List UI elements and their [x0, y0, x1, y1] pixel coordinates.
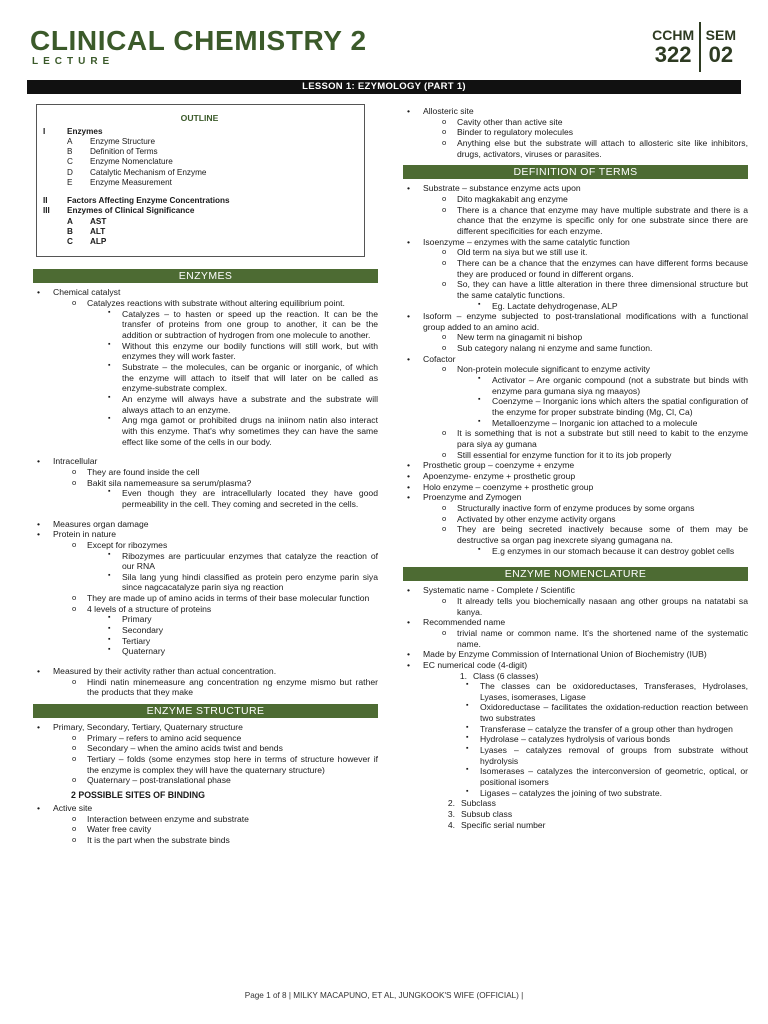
square-bullet-icon: ▪: [466, 787, 469, 795]
list-item: • Protein in nature o Except for ribozymes ▪ Ribozymes are particuular enzymes that catalyze the reaction of our RNA ▪ Sila lang yung hindi classified as protein pero enzyme parin siya since nagcacatalyze parin siya ng reaction o They are made up of amino acids in terms of their base molecular function o 4 levels of a structure of proteins ▪ Primary ▪ Secondary ▪ Tertiary ▪ Quaternary: [37, 529, 378, 657]
list-item: • Recommended name o trivial name or common name. It's the shortened name of the systematic name.: [407, 617, 748, 649]
bullet-icon: •: [407, 617, 411, 628]
numbered-item: 2. Subclass: [447, 798, 496, 809]
list-item: o Anything else but the substrate will attach to allosteric site like inhibitors, drugs, activators, viruses or parasites.: [442, 137, 748, 159]
bullet-icon: •: [407, 492, 411, 503]
list-item: o Tertiary – folds (some enzymes stop here in terms of structure however if the enzyme is complex they will have the quaternary structure): [72, 754, 378, 775]
list-item: o Cavity other than active site: [442, 116, 563, 127]
circle-bullet-icon: o: [72, 834, 77, 844]
outline-item-label: Enzyme Structure: [90, 136, 156, 146]
list-item: ▪ Primary: [108, 614, 152, 625]
list-item: • Measured by their activity rather than actual concentration. o Hindi natin minemeasure ang concentration ng enzyme mismo but rather the products that they make: [37, 666, 378, 698]
square-bullet-icon: ▪: [466, 745, 469, 753]
list-item: o Bakit sila namemeasure sa serum/plasma? ▪ Even though they are intracellularly located they have good permeability in the cell. They coming and secreted in the cells.: [72, 477, 378, 509]
section-header-enzyme-nomenclature: ENZYME NOMENCLATURE: [403, 567, 748, 581]
outline-item-number: A: [67, 216, 73, 226]
bullet-icon: •: [407, 585, 411, 596]
list-item: • Isoform – enzyme subjected to post-translational modifications with a functional group added to an amino acid. o New term na ginagamit ni bishop o Sub category nalang ni enzyme and same function.: [407, 311, 748, 354]
circle-bullet-icon: o: [72, 593, 77, 603]
circle-bullet-icon: o: [442, 502, 447, 512]
circle-bullet-icon: o: [72, 732, 77, 742]
outline-item: [43, 168, 356, 178]
list-item: o Secondary – when the amino acids twist and bends: [72, 743, 283, 754]
list-item: ▪ Activator – Are organic compound (not a substrate but binds with enzyme para gumana siya ng maayos): [478, 375, 748, 396]
square-bullet-icon: ▪: [478, 545, 481, 553]
protein-list: [33, 519, 378, 658]
circle-bullet-icon: o: [442, 524, 447, 534]
list-item: o Catalyzes reactions with substrate without altering equilibrium point. ▪ Catalyzes – to hasten or speed up the reaction. It can be the transfer of proteins from one group to another, it can be the addition or subtraction of hydrogen from one molecule to another. ▪ Without this enzyme our bodily functions will still work, but with enzymes they will work faster. ▪ Substrate – the molecules, can be organic or inorganic, of which the enzyme will attach to itself that will later on be called as enzyme-substrate complex. ▪ An enzyme will always have a substrate and the substrate will always attach to an enzyme. ▪ Ang mga gamot or prohibited drugs na iniinom natin also interact with this enzyme. That's why sometimes they can have the same effect like some of the cells in our body.: [72, 298, 378, 447]
list-item: • Isoenzyme – enzymes with the same catalytic function o Old term na siya but we still use it. o There can be a chance that the enzymes can have different forms because they are produced or found in different organs. o So, they can have a little alteration in there three dimensional structure but the same catalytic functions. ▪ Eg. Lactate dehydrogenase, ALP: [407, 236, 748, 311]
circle-bullet-icon: o: [442, 116, 447, 126]
circle-bullet-icon: o: [72, 603, 77, 613]
list-item: ▪ Metalloenzyme – Inorganic ion attached to a molecule: [478, 417, 698, 428]
circle-bullet-icon: o: [442, 193, 447, 203]
circle-bullet-icon: o: [442, 364, 447, 374]
list-item: ▪ Hydrolase – catalyzes hydrolysis of various bonds: [466, 734, 671, 745]
circle-bullet-icon: o: [72, 676, 77, 686]
list-item: • Primary, Secondary, Tertiary, Quaternary structure o Primary – refers to amino acid sequence o Secondary – when the amino acids twist and bends o Tertiary – folds (some enzymes stop here in terms of structure however if the enzyme is complex they will have the quaternary structure) o Quaternary – post-translational phase: [37, 722, 378, 786]
circle-bullet-icon: o: [442, 332, 447, 342]
square-bullet-icon: ▪: [108, 488, 111, 496]
structure-list: [33, 722, 378, 786]
outline-item-number: B: [67, 147, 73, 157]
list-item: • Active site o Interaction between enzyme and substrate o Water free cavity o It is the part when the substrate binds: [33, 803, 378, 846]
circle-bullet-icon: o: [72, 466, 77, 476]
square-bullet-icon: ▪: [108, 571, 111, 579]
list-item: • Substrate – substance enzyme acts upon o Dito magkakabit ang enzyme o There is a chance that enzyme may have multiple substrate and there is a chance that the enzyme is specific only for one substrate since there are different specificities for each enzyme.: [407, 183, 748, 236]
list-item: o Structurally inactive form of enzyme produces by some organs: [442, 502, 695, 513]
list-item: o Still essential for enzyme function for it to its job properly: [442, 449, 672, 460]
numbered-item: 1. Class (6 classes) ▪ The classes can be oxidoreductases, Transferases, Hydrolases, Lyases, isomerases, Ligase ▪ Oxidoreductase – facilitates the oxidation-reduction reaction between two substrates ▪ Transferase – catalyze the transfer of a group other than hydrogen ▪ Hydrolase – catalyzes hydrolysis of various bonds ▪ Lyases – catalyzes removal of groups from substrate without hydrolysis ▪ Isomerases – catalyzes the interconversion of geometric, optical, or positional isomers ▪ Ligases – catalyzes the joining of two substrate.: [459, 670, 748, 798]
outline-item: [43, 217, 356, 227]
terms-list: [403, 183, 748, 556]
square-bullet-icon: ▪: [466, 766, 469, 774]
circle-bullet-icon: o: [442, 627, 447, 637]
list-item: • Systematic name - Complete / Scientific o It already tells you biochemically nasaan ang other groups na natatabi sa kanya.: [407, 585, 748, 617]
circle-bullet-icon: o: [442, 595, 447, 605]
course-code-top: CCHM: [652, 27, 695, 43]
list-item: o It is the part when the substrate binds: [72, 834, 230, 845]
outline-item: [43, 206, 356, 216]
list-item: ▪ E.g enzymes in our stomach because it can destroy goblet cells: [478, 545, 735, 556]
list-item: • Apoenzyme- enzyme + prosthetic group: [407, 471, 576, 481]
list-item: • Allosteric site o Cavity other than active site o Binder to regulatory molecules o Anything else but the substrate will attach to allosteric site like inhibitors, drugs, activators, viruses or parasites.: [407, 106, 748, 159]
semester-label: SEM: [705, 27, 736, 43]
bullet-icon: •: [37, 802, 41, 813]
lesson-title-bar: LESSON 1: EZYMOLOGY (PART 1): [27, 80, 741, 94]
section-header-definition-of-terms: DEFINITION OF TERMS: [403, 165, 748, 179]
list-item: o trivial name or common name. It's the shortened name of the systematic name.: [442, 627, 748, 649]
list-item: o New term na ginagamit ni bishop: [442, 332, 583, 343]
circle-bullet-icon: o: [72, 743, 77, 753]
square-bullet-icon: ▪: [466, 723, 469, 731]
outline-item-number: I: [43, 126, 46, 136]
outline-item-number: E: [67, 177, 73, 187]
course-code-box: [648, 22, 740, 72]
circle-bullet-icon: o: [442, 247, 447, 257]
list-item: o So, they can have a little alteration in there three dimensional structure but the same catalytic functions. ▪ Eg. Lactate dehydrogenase, ALP: [442, 279, 748, 311]
list-item: o Water free cavity: [72, 824, 152, 835]
list-item: o 4 levels of a structure of proteins ▪ Primary ▪ Secondary ▪ Tertiary ▪ Quaternary: [69, 604, 378, 657]
numbered-item: 3. Subsub class: [447, 809, 513, 820]
list-item: ▪ Ligases – catalyzes the joining of two substrate.: [466, 787, 663, 798]
list-item: ▪ Lyases – catalyzes removal of groups from substrate without hydrolysis: [466, 745, 748, 766]
outline-item: [43, 178, 356, 188]
outline-item-label: Enzymes: [67, 126, 103, 136]
outline-item: [43, 137, 356, 147]
circle-bullet-icon: o: [442, 257, 447, 267]
square-bullet-icon: ▪: [466, 681, 469, 689]
list-item: o They are being secreted inactively because some of them may be destructive sa organ pag inexcrete siyang gumagana na. ▪ E.g enzymes in our stomach because it can destroy goblet cells: [442, 524, 748, 556]
list-item: ▪ Coenzyme – Inorganic ions which alters the spatial configuration of the enzyme for proper substrate binding (Mg, Cl, Ca): [478, 396, 748, 418]
outline-box: [36, 104, 365, 257]
outline-item-number: C: [67, 237, 73, 247]
list-item: o Non-protein molecule significant to enzyme activity ▪ Activator – Are organic compound (not a substrate but binds with enzyme para gumana siya ng maayos) ▪ Coenzyme – Inorganic ions which alters the spatial configuration of the enzyme for proper substrate binding (Mg, Cl, Ca) ▪ Metalloenzyme – Inorganic ion attached to a molecule: [442, 364, 748, 428]
circle-bullet-icon: o: [72, 813, 77, 823]
course-code: [648, 22, 698, 72]
list-item: ▪ Even though they are intracellularly located they have good permeability in the cell. They coming and secreted in the cells.: [108, 488, 378, 509]
outline-item-number: B: [67, 226, 73, 236]
list-item: ▪ Sila lang yung hindi classified as protein pero enzyme parin siya since nagcacatalyze parin siya ng reaction: [108, 571, 378, 593]
list-item: o Dito magkakabit ang enzyme: [442, 193, 568, 204]
list-item: o Quaternary – post-translational phase: [72, 775, 231, 786]
list-item: • Holo enzyme – coenzyme + prosthetic group: [407, 481, 594, 492]
list-item: o Interaction between enzyme and substrate: [72, 813, 249, 824]
outline-item-label: Factors Affecting Enzyme Concentrations: [67, 196, 230, 206]
outline-item-label: Enzyme Nomenclature: [90, 157, 173, 167]
section-header-enzyme-structure: ENZYME STRUCTURE: [33, 704, 378, 718]
list-item: ▪ Secondary: [108, 625, 164, 636]
outline-list: [43, 127, 356, 248]
square-bullet-icon: ▪: [478, 396, 481, 404]
outline-item: [43, 147, 356, 157]
list-item: ▪ Substrate – the molecules, can be organic or inorganic, of which the enzyme will attach to itself that will later on be called as enzyme-substrate complex.: [108, 362, 378, 394]
list-item: o Primary – refers to amino acid sequence: [72, 732, 242, 743]
circle-bullet-icon: o: [72, 775, 77, 785]
bullet-icon: •: [407, 471, 411, 481]
measured-list: [33, 666, 378, 698]
list-item: ▪ Isomerases – catalyzes the interconversion of geometric, optical, or positional isomers: [466, 766, 748, 788]
outline-item-label: ALP: [90, 237, 107, 247]
square-bullet-icon: ▪: [108, 308, 111, 316]
bullet-icon: •: [407, 236, 411, 247]
left-column: [33, 104, 378, 846]
bullet-icon: •: [407, 311, 411, 322]
list-item: • Prosthetic group – coenzyme + enzyme: [407, 460, 575, 471]
list-item: ▪ Catalyzes – to hasten or speed up the reaction. It can be the transfer of proteins from one group to another, it can be the addition or subtraction of hydrogen from one molecule to another.: [108, 308, 378, 341]
outline-item-number: III: [43, 206, 50, 216]
list-item: o It already tells you biochemically nasaan ang other groups na natatabi sa kanya.: [442, 595, 748, 617]
circle-bullet-icon: o: [72, 477, 77, 487]
square-bullet-icon: ▪: [478, 375, 481, 383]
list-item: o Except for ribozymes ▪ Ribozymes are particuular enzymes that catalyze the reaction of our RNA ▪ Sila lang yung hindi classified as protein pero enzyme parin siya since nagcacatalyze parin siya ng reaction: [72, 539, 378, 593]
square-bullet-icon: ▪: [108, 550, 111, 558]
square-bullet-icon: ▪: [478, 300, 481, 308]
outline-item-number: A: [67, 136, 73, 146]
enzymes-list: [33, 287, 378, 447]
list-item: o They are found inside the cell: [72, 466, 200, 477]
right-column: [403, 106, 748, 830]
square-bullet-icon: ▪: [466, 734, 469, 742]
section-header-enzymes: ENZYMES: [33, 269, 378, 283]
circle-bullet-icon: o: [442, 449, 447, 459]
allosteric-list: [403, 106, 748, 159]
square-bullet-icon: ▪: [108, 415, 111, 423]
circle-bullet-icon: o: [72, 824, 77, 834]
outline-item-label: AST: [90, 216, 107, 226]
list-item: o Sub category nalang ni enzyme and same function.: [442, 343, 653, 354]
bullet-icon: •: [407, 649, 411, 660]
outline-item-label: Definition of Terms: [90, 147, 158, 157]
intracellular-list: [33, 456, 378, 509]
course-code-number: 322: [654, 42, 692, 67]
circle-bullet-icon: o: [72, 754, 77, 763]
outline-item-label: ALT: [90, 226, 106, 236]
square-bullet-icon: ▪: [108, 362, 111, 369]
list-item: o Old term na siya but we still use it.: [442, 247, 588, 258]
list-item: ▪ Eg. Lactate dehydrogenase, ALP: [478, 300, 618, 311]
page-footer: Page 1 of 8 | MILKY MACAPUNO, ET AL, JUNGKOOK'S WIFE (OFFICIAL) |: [244, 991, 524, 1000]
semester-number: 02: [708, 42, 734, 67]
square-bullet-icon: ▪: [108, 614, 111, 622]
active-site-list: [33, 803, 378, 846]
list-item: ▪ Without this enzyme our bodily functions will still work, but with enzymes they will work faster.: [108, 340, 378, 362]
list-item: • Cofactor o Non-protein molecule significant to enzyme activity ▪ Activator – Are organic compound (not a substrate but binds with enzyme para gumana siya ng maayos) ▪ Coenzyme – Inorganic ions which alters the spatial configuration of the enzyme for proper substrate binding (Mg, Cl, Ca) ▪ Metalloenzyme – Inorganic ion attached to a molecule o It is something that is not a substrate but still need to kabit to the enzyme para siya ay gumana o Still essential for enzyme function for it to its job properly: [407, 353, 748, 460]
circle-bullet-icon: o: [72, 298, 77, 308]
circle-bullet-icon: o: [72, 539, 77, 549]
outline-item-label: Enzyme Measurement: [90, 177, 172, 187]
circle-bullet-icon: o: [442, 127, 447, 137]
bullet-icon: •: [407, 659, 411, 670]
list-item: • Proenzyme and Zymogen o Structurally inactive form of enzyme produces by some organs o Activated by other enzyme activity organs o They are being secreted inactively because some of them may be destructive sa organ pag inexcrete siyang gumagana na. ▪ E.g enzymes in our stomach because it can destroy goblet cells: [407, 492, 748, 556]
outline-item-label: Catalytic Mechanism of Enzyme: [90, 167, 207, 177]
list-item: ▪ Ang mga gamot or prohibited drugs na iniinom natin also interact with this enzyme. That's why sometimes they can have the same effect like some of the cells in our body.: [108, 415, 378, 447]
list-item: • Measures organ damage: [37, 518, 149, 529]
list-item: • Intracellular o They are found inside the cell o Bakit sila namemeasure sa serum/plasma? ▪ Even though they are intracellularly located they have good permeability in the cell. They coming and secreted in the cells.: [37, 456, 378, 509]
code-divider: [699, 22, 701, 72]
list-item: ▪ Quaternary: [108, 646, 165, 657]
outline-item: [43, 227, 356, 237]
bullet-icon: •: [407, 183, 411, 194]
circle-bullet-icon: o: [442, 428, 447, 438]
list-item: o Activated by other enzyme activity organs: [442, 513, 616, 524]
square-bullet-icon: ▪: [466, 702, 469, 710]
outline-item: [43, 237, 356, 247]
list-item: • Made by Enzyme Commission of International Union of Biochemistry (IUB): [407, 649, 707, 660]
outline-item: [43, 196, 356, 206]
circle-bullet-icon: o: [442, 204, 447, 214]
outline-item: [43, 127, 356, 137]
document-subtitle: LECTURE: [32, 56, 115, 67]
list-item: o Hindi natin minemeasure ang concentration ng enzyme mismo but rather the products that they make: [72, 676, 378, 698]
bullet-icon: •: [407, 481, 411, 492]
bullet-icon: •: [37, 529, 41, 540]
outline-item: [43, 157, 356, 167]
bullet-icon: •: [407, 460, 411, 471]
document-title: CLINICAL CHEMISTRY 2: [30, 25, 367, 56]
semester-code: [702, 22, 740, 72]
page-header: [30, 22, 742, 74]
numbered-item: 4. Specific serial number: [447, 819, 546, 830]
outline-item-number: D: [67, 167, 73, 177]
list-item: o Binder to regulatory molecules: [442, 127, 574, 138]
circle-bullet-icon: o: [442, 279, 447, 289]
circle-bullet-icon: o: [442, 137, 447, 147]
square-bullet-icon: ▪: [108, 635, 111, 643]
outline-title: OUTLINE: [180, 113, 219, 123]
bullet-icon: •: [37, 722, 41, 733]
bullet-icon: •: [37, 456, 41, 467]
bullet-icon: •: [407, 353, 411, 364]
bullet-icon: •: [37, 666, 41, 677]
square-bullet-icon: ▪: [108, 646, 111, 654]
bullet-icon: •: [37, 518, 41, 529]
list-item: ▪ Ribozymes are particuular enzymes that catalyze the reaction of our RNA: [108, 550, 378, 572]
outline-item-label: Enzymes of Clinical Significance: [67, 206, 195, 216]
list-item: o It is something that is not a substrate but still need to kabit to the enzyme para siya ay gumana: [442, 428, 748, 450]
bullet-icon: •: [407, 106, 411, 116]
square-bullet-icon: ▪: [108, 393, 111, 401]
nomenclature-list: [403, 585, 748, 830]
square-bullet-icon: ▪: [108, 340, 111, 348]
circle-bullet-icon: o: [442, 513, 447, 523]
list-item: ▪ Tertiary: [108, 635, 151, 646]
list-item: o They are made up of amino acids in terms of their base molecular function: [72, 593, 370, 604]
bullet-icon: •: [37, 287, 41, 298]
outline-item-number: C: [67, 157, 73, 167]
outline-item-number: II: [43, 196, 48, 206]
list-item: • Chemical catalyst o Catalyzes reactions with substrate without altering equilibrium point. ▪ Catalyzes – to hasten or speed up the reaction. It can be the transfer of proteins from one group to another, it can be the addition or subtraction of hydrogen from one molecule to another. ▪ Without this enzyme our bodily functions will still work, but with enzymes they will work faster. ▪ Substrate – the molecules, can be organic or inorganic, of which the enzyme will attach to itself that will later on be called as enzyme-substrate complex. ▪ An enzyme will always have a substrate and the substrate will always attach to an enzyme. ▪ Ang mga gamot or prohibited drugs na iniinom natin also interact with this enzyme. That's why sometimes they can have the same effect like some of the cells in our body.: [37, 287, 378, 447]
list-item: ▪ Transferase – catalyze the transfer of a group other than hydrogen: [466, 723, 733, 734]
square-bullet-icon: ▪: [478, 417, 481, 425]
binding-sites-heading: 2 POSSIBLE SITES OF BINDING: [71, 789, 205, 800]
square-bullet-icon: ▪: [108, 625, 111, 633]
list-item: o There is a chance that enzyme may have multiple substrate and there is a chance that the enzyme is specific only for one substrate since there are different specificities for each enzyme.: [442, 204, 748, 236]
list-item: o There can be a chance that the enzymes can have different forms because they are produced or found in different organs.: [442, 257, 748, 279]
list-item: ▪ The classes can be oxidoreductases, Transferases, Hydrolases, Lyases, isomerases, Ligase: [466, 681, 748, 702]
list-item: ▪ Oxidoreductase – facilitates the oxidation-reduction reaction between two substrates: [466, 702, 748, 724]
list-item: ▪ An enzyme will always have a substrate and the substrate will always attach to an enzyme.: [108, 393, 378, 415]
list-item: • EC numerical code (4-digit) 1. Class (6 classes) ▪ The classes can be oxidoreductases, Transferases, Hydrolases, Lyases, isomerases, Ligase ▪ Oxidoreductase – facilitates the oxidation-reduction reaction between two substrates ▪ Transferase – catalyze the transfer of a group other than hydrogen ▪ Hydrolase – catalyzes hydrolysis of various bonds ▪ Lyases – catalyzes removal of groups from substrate without hydrolysis ▪ Isomerases – catalyzes the interconversion of geometric, optical, or positional isomers ▪ Ligases – catalyzes the joining of two substrate. 2. Subclass 3. Subsub class 4. Specific serial number: [407, 659, 748, 830]
circle-bullet-icon: o: [442, 343, 447, 353]
